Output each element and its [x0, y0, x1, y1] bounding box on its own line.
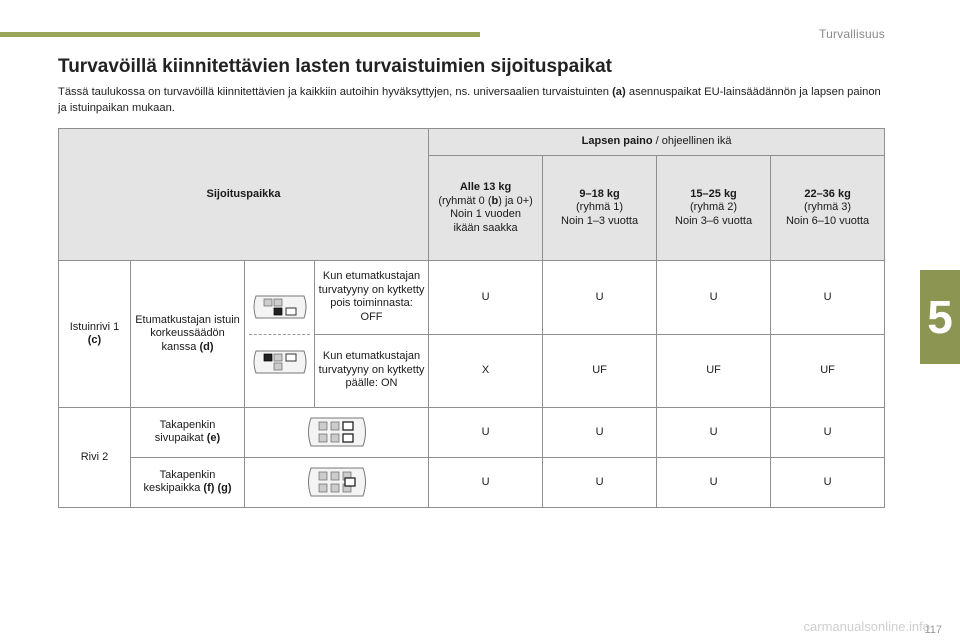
row2-side-seat-cell [131, 407, 245, 457]
group-label: (ryhmä 1) [576, 201, 624, 214]
weight-header-rest: / ohjeellinen ikä [652, 135, 732, 148]
value-cell: U [543, 261, 657, 334]
row1-label-ref: (c) [87, 334, 102, 347]
table-row [59, 261, 885, 334]
row2-middle-seat: Takapenkin keskipaikka [143, 468, 216, 495]
row2-side-icon-cell [245, 407, 429, 457]
intro-text-1: Tässä taulukossa on turvavöillä kiinnitettävien ja kaikkiin autoihin hyväksyttyjen, ns. universaalien turvaistuinten [58, 86, 613, 98]
chapter-number: 5 [927, 291, 953, 343]
group-label: (ryhmä 3) [804, 201, 852, 214]
row1-condition-on: Kun etumatkustajan turvatyyny on kytketty päälle: ON [315, 334, 429, 407]
value-cell: U [543, 457, 657, 507]
value-cell: U [771, 407, 885, 457]
value-cell: U [657, 407, 771, 457]
row1-label-cell [59, 261, 131, 407]
intro-text-2: asennuspaikat EU-lainsäädännön ja lapsen painon ja istuinpaikan mukaan. [58, 86, 881, 114]
section-name: Turvallisuus [819, 27, 885, 41]
row2-label: Rivi 2 [59, 407, 131, 507]
value-cell: UF [657, 334, 771, 407]
header-accent-bar [0, 32, 480, 37]
rear-side-seats-icon [305, 412, 369, 452]
group-label-post: ) ja 0+) [498, 194, 533, 207]
group-label: (ryhmä 2) [690, 201, 738, 214]
page-number: 117 [924, 624, 942, 636]
group-label [438, 195, 532, 207]
value-cell: U [429, 261, 543, 334]
group-weight: Alle 13 kg [459, 181, 512, 194]
page-title: Turvavöillä kiinnitettävien lasten turvaistuimien sijoituspaikat [58, 56, 612, 77]
value-cell: UF [771, 334, 885, 407]
group-label-ref: b [491, 194, 499, 207]
watermark: carmanualsonline.info [803, 619, 930, 634]
seat-table [58, 128, 885, 508]
row1-seat-ref: (d) [199, 340, 214, 353]
row2-side-ref: (e) [206, 432, 221, 445]
group-header-2 [657, 156, 771, 261]
front-seat-airbag-off-icon [250, 290, 310, 324]
value-cell: U [543, 407, 657, 457]
group-header-0 [429, 156, 543, 261]
group-label-pre: (ryhmät 0 ( [438, 194, 492, 207]
table-header-row [59, 129, 885, 156]
intro-ref: (a) [612, 86, 626, 98]
group-weight: 9–18 kg [579, 187, 620, 200]
row1-label: Istuinrivi 1 [69, 320, 120, 333]
group-age-line1: Noin 1 vuoden [450, 208, 522, 221]
table-row [59, 407, 885, 457]
row1-condition-off: Kun etumatkustajan turvatyyny on kytketty pois toiminnasta: OFF [315, 261, 429, 334]
value-cell: U [771, 261, 885, 334]
group-age: Noin 1–3 vuotta [561, 214, 639, 227]
row2-middle-seat-cell [131, 457, 245, 507]
seat-column-header: Sijoituspaikka [59, 129, 429, 261]
rear-middle-seat-icon [305, 462, 369, 502]
weight-column-header [429, 129, 885, 156]
value-cell: U [429, 407, 543, 457]
group-age: Noin 3–6 vuotta [675, 214, 753, 227]
group-weight: 22–36 kg [804, 187, 851, 200]
group-weight: 15–25 kg [690, 187, 737, 200]
row1-icon-cell [245, 261, 315, 407]
group-header-3 [771, 156, 885, 261]
row1-seat: Etumatkustajan istuin korkeussäädön kanssa [135, 313, 240, 353]
value-cell: U [657, 457, 771, 507]
value-cell: UF [543, 334, 657, 407]
row2-side-seat: Takapenkin sivupaikat [154, 418, 216, 445]
group-age: Noin 6–10 vuotta [785, 214, 870, 227]
group-age-line2: ikään saakka [453, 221, 518, 234]
value-cell: U [771, 457, 885, 507]
chapter-tab [920, 270, 960, 364]
table-row [59, 457, 885, 507]
group-header-1 [543, 156, 657, 261]
weight-header-bold: Lapsen paino [581, 135, 653, 148]
row1-seat-cell [131, 261, 245, 407]
intro-paragraph [58, 84, 888, 116]
row2-middle-ref: (f) (g) [203, 482, 232, 495]
front-seat-airbag-on-icon [250, 345, 310, 379]
value-cell: U [657, 261, 771, 334]
value-cell: X [429, 334, 543, 407]
value-cell: U [429, 457, 543, 507]
row2-middle-icon-cell [245, 457, 429, 507]
